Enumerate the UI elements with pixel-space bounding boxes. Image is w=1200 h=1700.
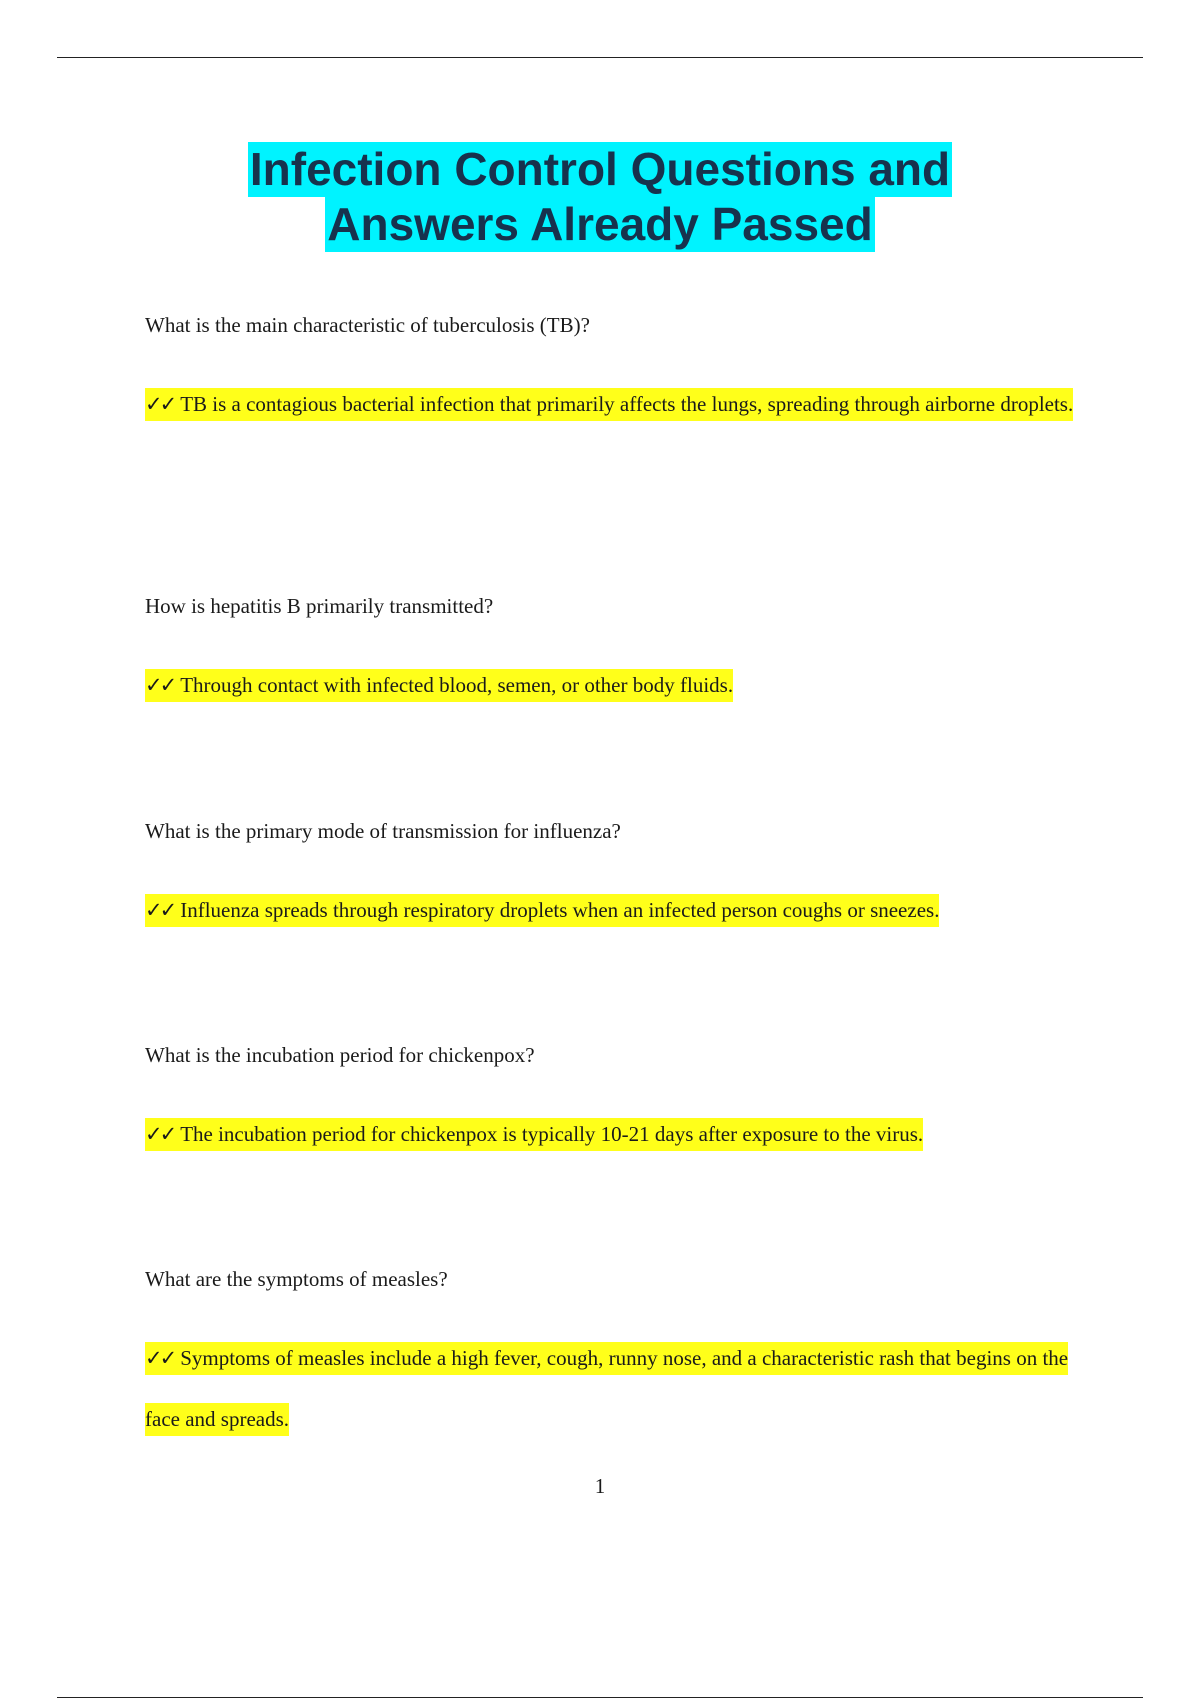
bottom-rule (57, 1697, 1143, 1698)
answer-body: Symptoms of measles include a high fever, cough, runny nose, and a characteristic rash that begins on the face and spreads. (145, 1346, 1069, 1431)
page-number: 1 (594, 1474, 606, 1498)
question-text: What is the main characteristic of tuberculosis (TB)? (145, 313, 590, 337)
double-check-icon: ✓✓ (145, 898, 175, 922)
answer-body: TB is a contagious bacterial infection that primarily affects the lungs, spreading through airborne droplets. (180, 392, 1074, 416)
question-text: How is hepatitis B primarily transmitted? (145, 594, 494, 618)
qa-item-5 (145, 1265, 1085, 1431)
question-text: What is the primary mode of transmission for influenza? (145, 819, 621, 843)
double-check-icon: ✓✓ (145, 392, 175, 416)
top-rule (57, 57, 1143, 58)
answer-text (145, 880, 1085, 941)
qa-item-4 (145, 1041, 1085, 1146)
answer-highlight (145, 1342, 1068, 1436)
document-title (0, 142, 1200, 252)
double-check-icon: ✓✓ (145, 1346, 175, 1370)
title-line-2: Answers Already Passed (327, 198, 873, 250)
answer-body: Through contact with infected blood, semen, or other body fluids. (180, 673, 734, 697)
answer-text (145, 655, 1085, 716)
double-check-icon: ✓✓ (145, 673, 175, 697)
answer-text (145, 1328, 1085, 1450)
question-text: What is the incubation period for chickenpox? (145, 1043, 535, 1067)
qa-item-2 (145, 592, 1085, 697)
double-check-icon: ✓✓ (145, 1122, 175, 1146)
question-text: What are the symptoms of measles? (145, 1267, 448, 1291)
answer-highlight (145, 1118, 923, 1151)
answer-body: Influenza spreads through respiratory droplets when an infected person coughs or sneezes. (180, 898, 940, 922)
qa-item-3 (145, 817, 1085, 922)
title-line-1: Infection Control Questions and (249, 143, 951, 195)
answer-body: The incubation period for chickenpox is typically 10-21 days after exposure to the virus. (180, 1122, 924, 1146)
qa-item-1 (145, 311, 1085, 416)
answer-highlight (145, 894, 939, 927)
answer-text (145, 1104, 1085, 1165)
answer-text (145, 374, 1085, 435)
answer-highlight (145, 388, 1073, 421)
answer-highlight (145, 669, 733, 702)
